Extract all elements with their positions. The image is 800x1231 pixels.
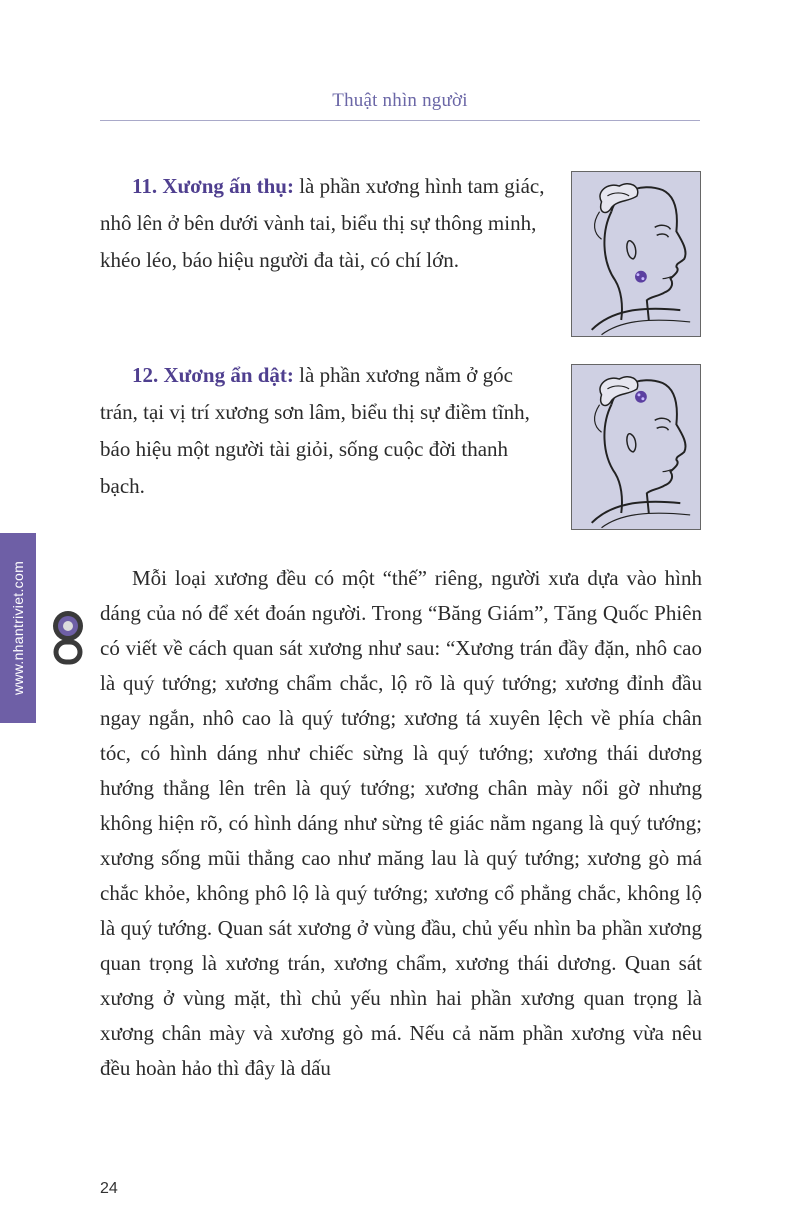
website-label: www.nhantriviet.com xyxy=(10,560,26,696)
header-rule xyxy=(100,120,700,121)
publisher-emblem-icon xyxy=(48,608,88,668)
entry-12-term: 12. Xương ẩn dật: xyxy=(132,363,294,387)
running-header: Thuật nhìn người xyxy=(332,90,468,111)
entry-12-paragraph xyxy=(100,357,550,505)
entry-12 xyxy=(100,357,550,505)
face-illustration-an-thu xyxy=(571,171,701,337)
page-number: 24 xyxy=(100,1180,118,1197)
face-illustration-an-dat xyxy=(571,364,701,530)
body-paragraph: Mỗi loại xương đều có một “thế” riêng, người xưa dựa vào hình dáng của nó để xét đoán người. Trong “Băng Giám”, Tăng Quốc Phiên có viết về cách quan sát xương như sau: “Xương trán đầy đặn, nhô cao là quý tướng; xương chẩm chắc, lộ rõ là quý tướng; xương đỉnh đầu ngay ngắn, nhô cao là quý tướng; xương tá xuyên lệch về phía chân tóc, có hình dáng như chiếc sừng là quý tướng; xương thái dương hướng thẳng lên trên là quý tướng; xương chân mày nổi gờ nhưng không hiện rõ, có hình dáng như sừng tê giác nằm ngang là quý tướng; xương sống mũi thẳng cao như măng lau là quý tướng; xương gò má chắc khỏe, không phô lộ là quý tướng; xương cổ phẳng chắc, không lộ là quý tướng. Quan sát xương ở vùng đầu, chủ yếu nhìn ba phần xương quan trọng là xương trán, xương chẩm, xương thái dương. Quan sát xương ở vùng mặt, thì chủ yếu nhìn hai phần xương quan trọng là xương chân mày và xương gò má. Nếu cả năm phần xương vừa nêu đều hoàn hảo thì đây là dấu xyxy=(100,566,702,1080)
entry-11-term: 11. Xương ấn thụ: xyxy=(132,174,294,198)
face-profile-icon xyxy=(572,172,700,336)
entry-11-paragraph xyxy=(100,168,550,279)
face-profile-icon xyxy=(572,365,700,529)
entry-11 xyxy=(100,168,550,279)
entry-11-text: là phần xương hình tam giác, nhô lên ở bên dưới vành tai, biểu thị sự thông minh, khéo léo, báo hiệu người đa tài, có chí lớn. xyxy=(100,174,545,272)
side-tab-label xyxy=(0,533,36,723)
entry-12-text: là phần xương nằm ở góc trán, tại vị trí xương sơn lâm, biểu thị sự điềm tĩnh, báo hiệu một người tài giỏi, sống cuộc đời thanh bạch. xyxy=(100,363,530,498)
